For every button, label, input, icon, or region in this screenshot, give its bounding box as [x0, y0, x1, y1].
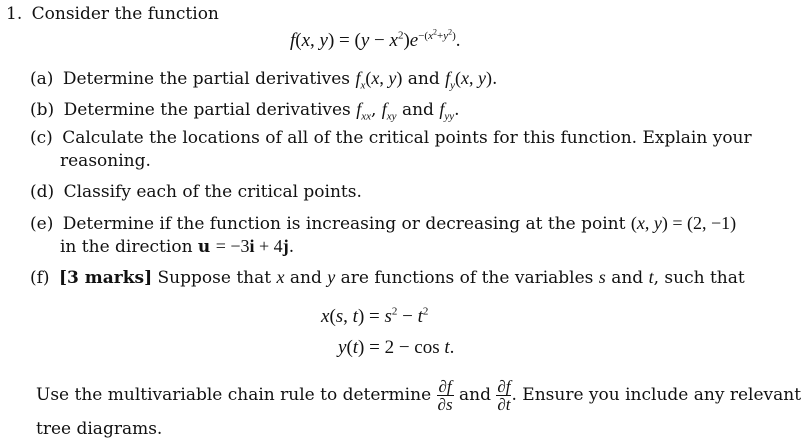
- part-label: (f): [30, 268, 50, 288]
- part-label: (d): [30, 182, 55, 202]
- partial-f-partial-t: $\frac{\partial f}{\partial t}$: [497, 377, 511, 414]
- final-and: and: [458, 385, 491, 405]
- question-header: [6, 4, 219, 24]
- part-c: [30, 128, 752, 148]
- part-d-text: Classify each of the critical points.: [63, 182, 362, 202]
- part-c-line2: reasoning.: [60, 151, 151, 171]
- part-label: (a): [30, 69, 54, 89]
- marks-badge: [3 marks]: [58, 268, 153, 288]
- part-e: (e) Determine if the function is increasing or decreasing at the point (x, y) = (2, −1): [30, 213, 737, 234]
- part-a: (a) Determine the partial derivatives $f_x(x$, y) and $f_y(x$, y).: [30, 68, 498, 92]
- function-definition: f(x, $y) = (y - x^2)e^{-(x^2+y^2)}$.: [290, 27, 461, 51]
- partial-f-partial-s: $\frac{\partial f}{\partial s}$: [437, 377, 453, 414]
- part-label: (e): [30, 214, 54, 234]
- final-after: . Ensure you include any relevant: [511, 385, 801, 405]
- question-intro: Consider the function: [31, 4, 219, 24]
- part-label: (b): [30, 100, 55, 120]
- part-d: [30, 182, 362, 202]
- part-f: (f) [3 marks] Suppose that x and y are functions of the variables s and t, such that: [30, 267, 745, 288]
- final-before: Use the multivariable chain rule to determine: [36, 385, 432, 405]
- chain-rule-instruction: [36, 378, 801, 413]
- equation-x: x(s, $t) = s^2 - t^2$: [321, 305, 429, 327]
- final-line2: tree diagrams.: [36, 419, 163, 439]
- part-b: (b) Determine the partial derivatives $f_{xx}$, $f_{xy}$ and $f_{yy}$.: [30, 99, 460, 123]
- part-c-line1: Calculate the locations of all of the critical points for this function. Explain your: [62, 128, 752, 148]
- question-number: 1.: [6, 4, 23, 24]
- equation-y: y(t) = 2 − cos t.: [338, 337, 455, 358]
- part-label: (c): [30, 128, 53, 148]
- part-e-line2: in the direction u = −3i + 4j.: [60, 236, 295, 257]
